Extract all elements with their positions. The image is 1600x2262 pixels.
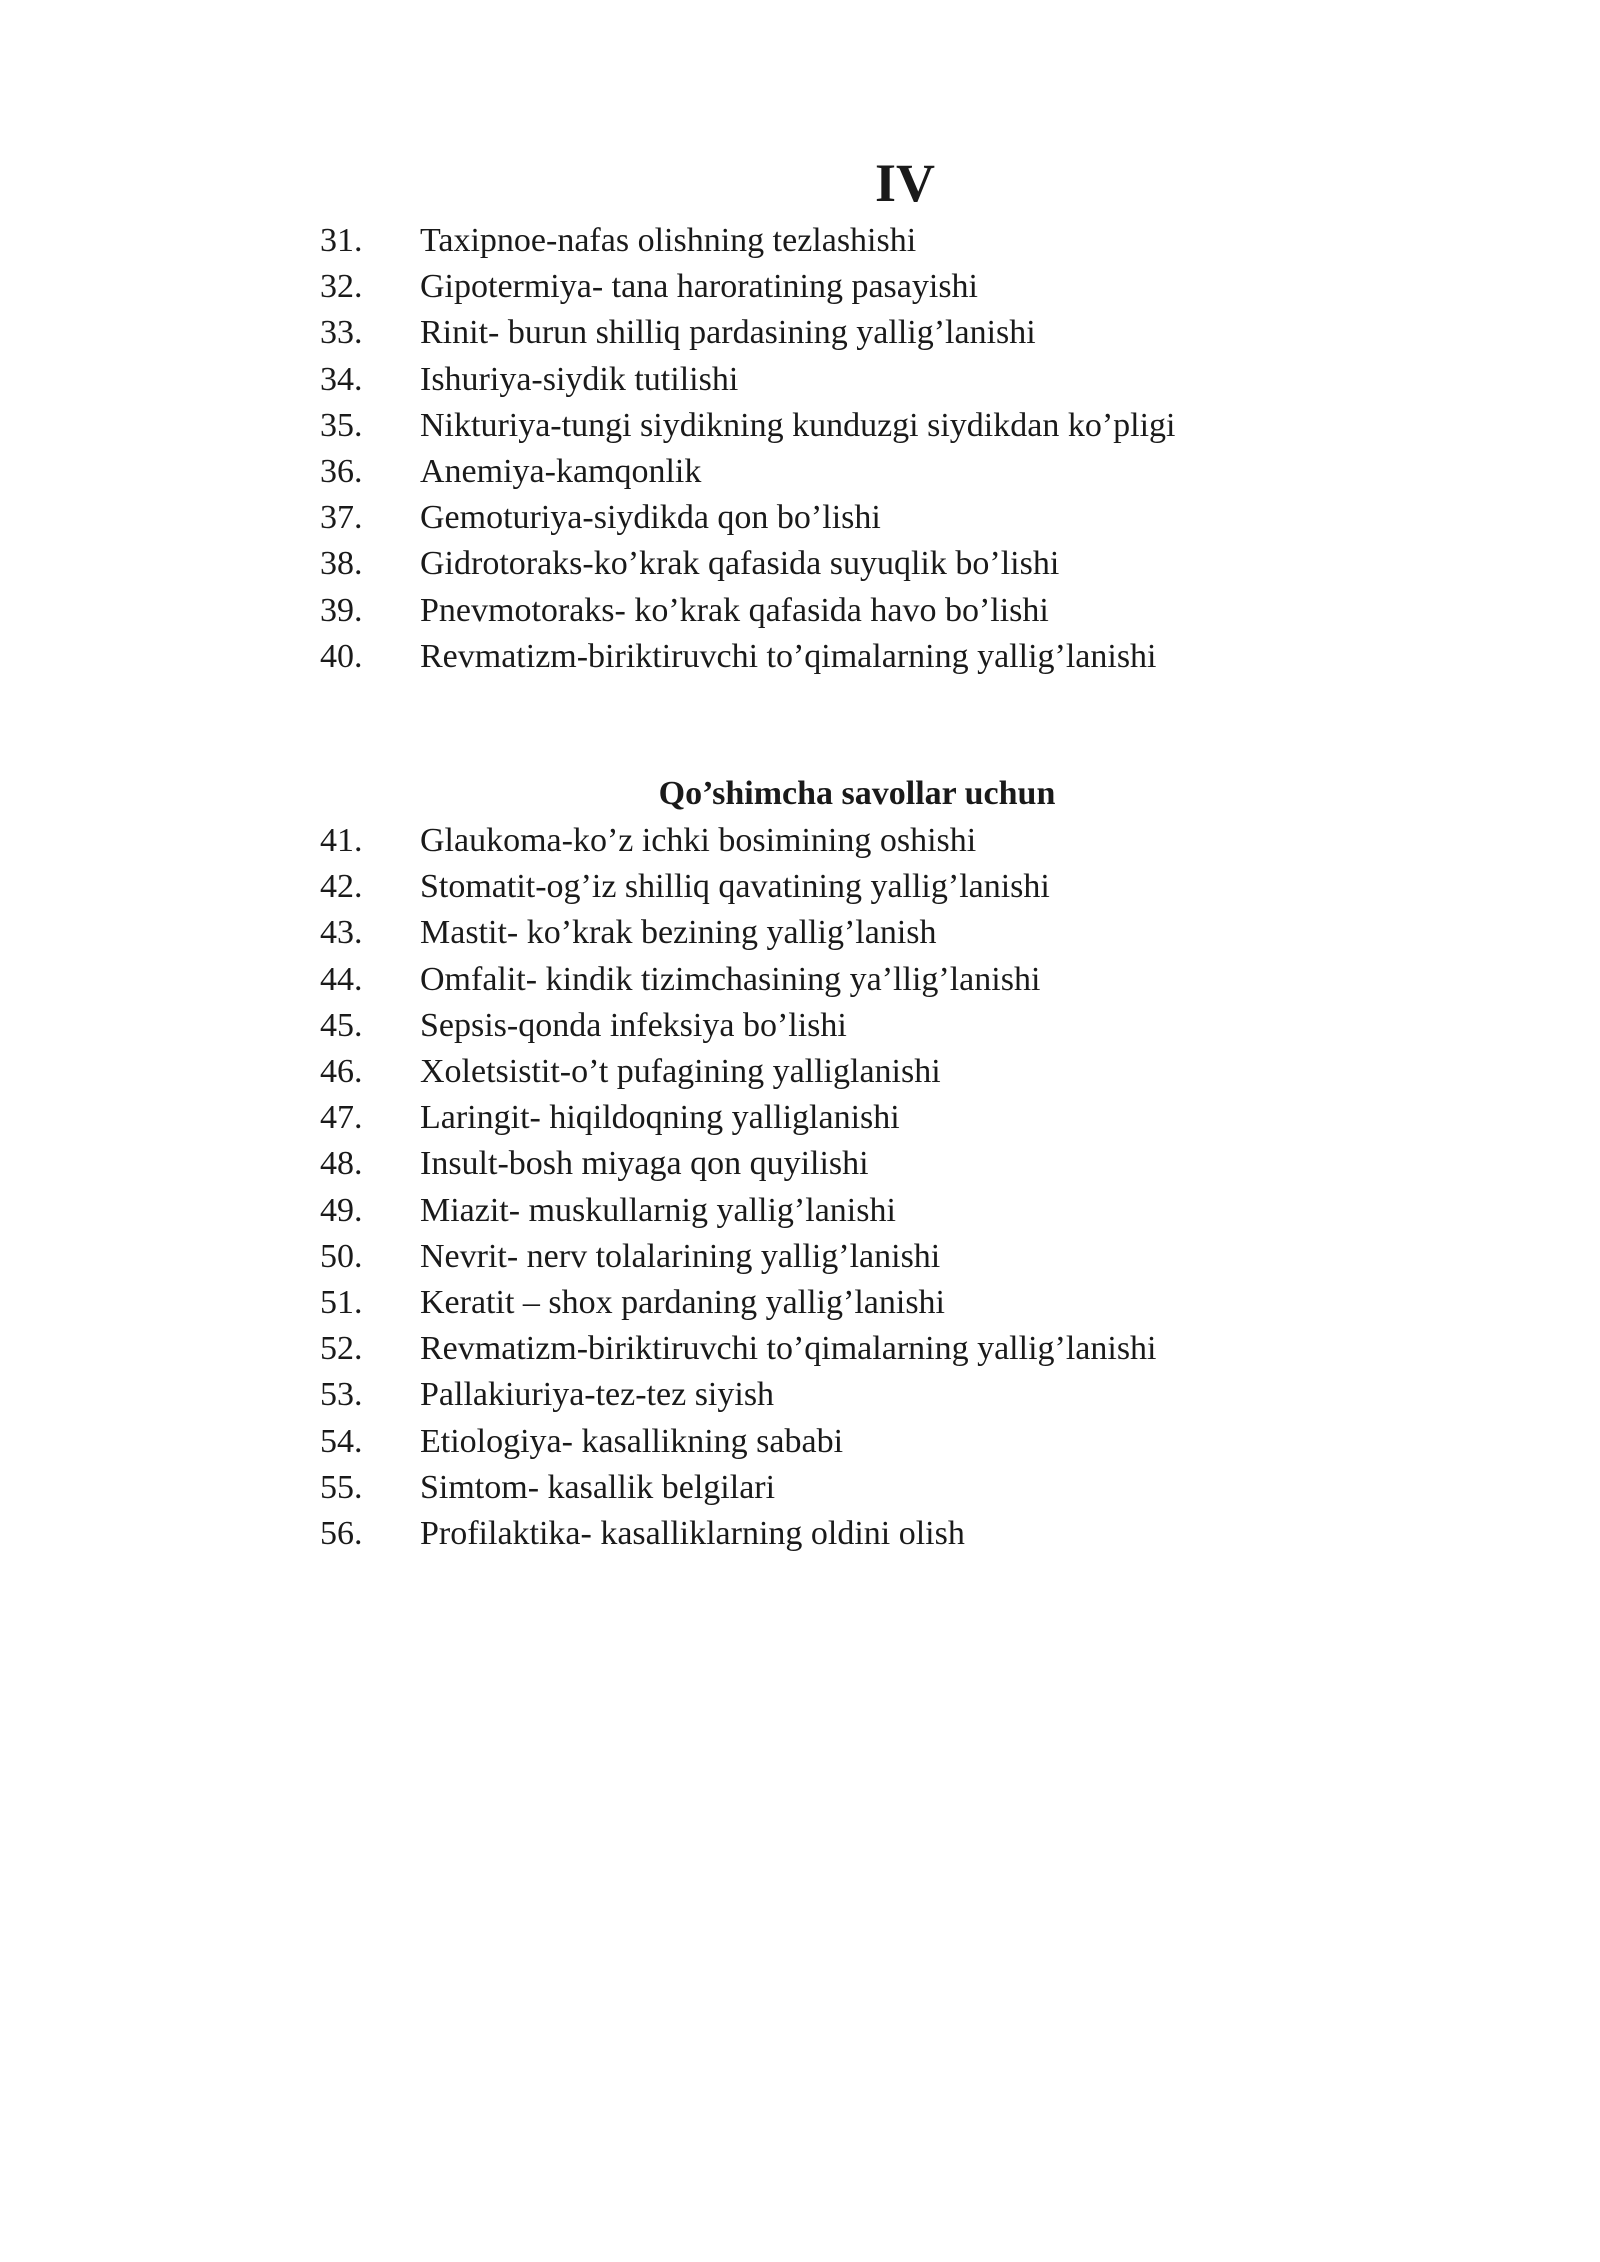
item-text: Mastit- ko’krak bezining yallig’lanish (420, 914, 937, 952)
list-item (320, 1234, 1157, 1280)
item-number: 31. (320, 222, 363, 260)
item-number: 54. (320, 1422, 363, 1460)
item-text: Revmatizm-biriktiruvchi to’qimalarning yallig’lanishi (420, 637, 1157, 675)
item-number: 33. (320, 314, 363, 352)
item-number: 50. (320, 1237, 363, 1275)
list-item (320, 310, 1176, 356)
item-number: 34. (320, 360, 363, 398)
item-text: Gipotermiya- tana haroratining pasayishi (420, 268, 978, 306)
list-item (320, 218, 1176, 264)
item-number: 56. (320, 1514, 363, 1552)
list-item (320, 1326, 1157, 1372)
item-text: Miazit- muskullarnig yallig’lanishi (420, 1191, 896, 1229)
item-text: Xoletsistit-o’t pufagining yalliglanishi (420, 1053, 941, 1091)
item-text: Anemiya-kamqonlik (420, 453, 702, 491)
item-number: 32. (320, 268, 363, 306)
list-item (320, 1511, 1157, 1557)
item-text: Insult-bosh miyaga qon quyilishi (420, 1145, 869, 1183)
list-item (320, 1141, 1157, 1187)
item-number: 38. (320, 545, 363, 583)
item-text: Glaukoma-ko’z ichki bosimining oshishi (420, 822, 977, 860)
list-item (320, 1095, 1157, 1141)
item-text: Laringit- hiqildoqning yalliglanishi (420, 1099, 900, 1137)
item-text: Revmatizm-biriktiruvchi to’qimalarning yallig’lanishi (420, 1330, 1157, 1368)
list-item (320, 1465, 1157, 1511)
item-text: Pnevmotoraks- ko’krak qafasida havo bo’lishi (420, 591, 1049, 629)
item-text: Nikturiya-tungi siydikning kunduzgi siydikdan ko’pligi (420, 406, 1176, 444)
list-item (320, 1418, 1157, 1464)
item-number: 41. (320, 822, 363, 860)
list-item (320, 449, 1176, 495)
item-number: 39. (320, 591, 363, 629)
item-number: 47. (320, 1099, 363, 1137)
section-heading-roman-numeral: IV (874, 153, 935, 213)
item-text: Sepsis-qonda infeksiya bo’lishi (420, 1006, 847, 1044)
list-item (320, 634, 1176, 680)
item-number: 42. (320, 868, 363, 906)
item-number: 37. (320, 499, 363, 537)
item-number: 45. (320, 1006, 363, 1044)
item-text: Gidrotoraks-ko’krak qafasida suyuqlik bo’lishi (420, 545, 1060, 583)
list-item (320, 403, 1176, 449)
list-item (320, 1188, 1157, 1234)
item-text: Pallakiuriya-tez-tez siyish (420, 1376, 775, 1414)
item-number: 52. (320, 1330, 363, 1368)
list-item (320, 1049, 1157, 1095)
list-item (320, 541, 1176, 587)
item-number: 36. (320, 453, 363, 491)
list-item (320, 264, 1176, 310)
item-number: 49. (320, 1191, 363, 1229)
item-number: 44. (320, 960, 363, 998)
item-text: Stomatit-og’iz shilliq qavatining yallig’lanishi (420, 868, 1050, 906)
list-item (320, 1372, 1157, 1418)
item-text: Rinit- burun shilliq pardasining yallig’lanishi (420, 314, 1036, 352)
item-text: Taxipnoe-nafas olishning tezlashishi (420, 222, 917, 260)
item-number: 53. (320, 1376, 363, 1414)
item-number: 43. (320, 914, 363, 952)
item-number: 51. (320, 1283, 363, 1321)
item-text: Nevrit- nerv tolalarining yallig’lanishi (420, 1237, 941, 1275)
item-text: Ishuriya-siydik tutilishi (420, 360, 739, 398)
item-number: 46. (320, 1053, 363, 1091)
item-text: Etiologiya- kasallikning sababi (420, 1422, 844, 1460)
item-text: Gemoturiya-siydikda qon bo’lishi (420, 499, 881, 537)
term-list-additional (320, 818, 1157, 1557)
section-heading-additional-questions: Qo’shimcha savollar uchun (658, 775, 1056, 812)
item-text: Omfalit- kindik tizimchasining ya’llig’lanishi (420, 960, 1041, 998)
list-item (320, 1280, 1157, 1326)
term-list-main (320, 218, 1176, 680)
item-number: 40. (320, 637, 363, 675)
list-item (320, 957, 1157, 1003)
item-text: Simtom- kasallik belgilari (420, 1468, 776, 1506)
list-item (320, 1003, 1157, 1049)
item-text: Profilaktika- kasalliklarning oldini olish (420, 1514, 965, 1552)
list-item (320, 588, 1176, 634)
list-item (320, 818, 1157, 864)
item-number: 35. (320, 406, 363, 444)
list-item (320, 864, 1157, 910)
item-number: 48. (320, 1145, 363, 1183)
list-item (320, 495, 1176, 541)
item-number: 55. (320, 1468, 363, 1506)
item-text: Keratit – shox pardaning yallig’lanishi (420, 1283, 945, 1321)
list-item (320, 357, 1176, 403)
list-item (320, 910, 1157, 956)
